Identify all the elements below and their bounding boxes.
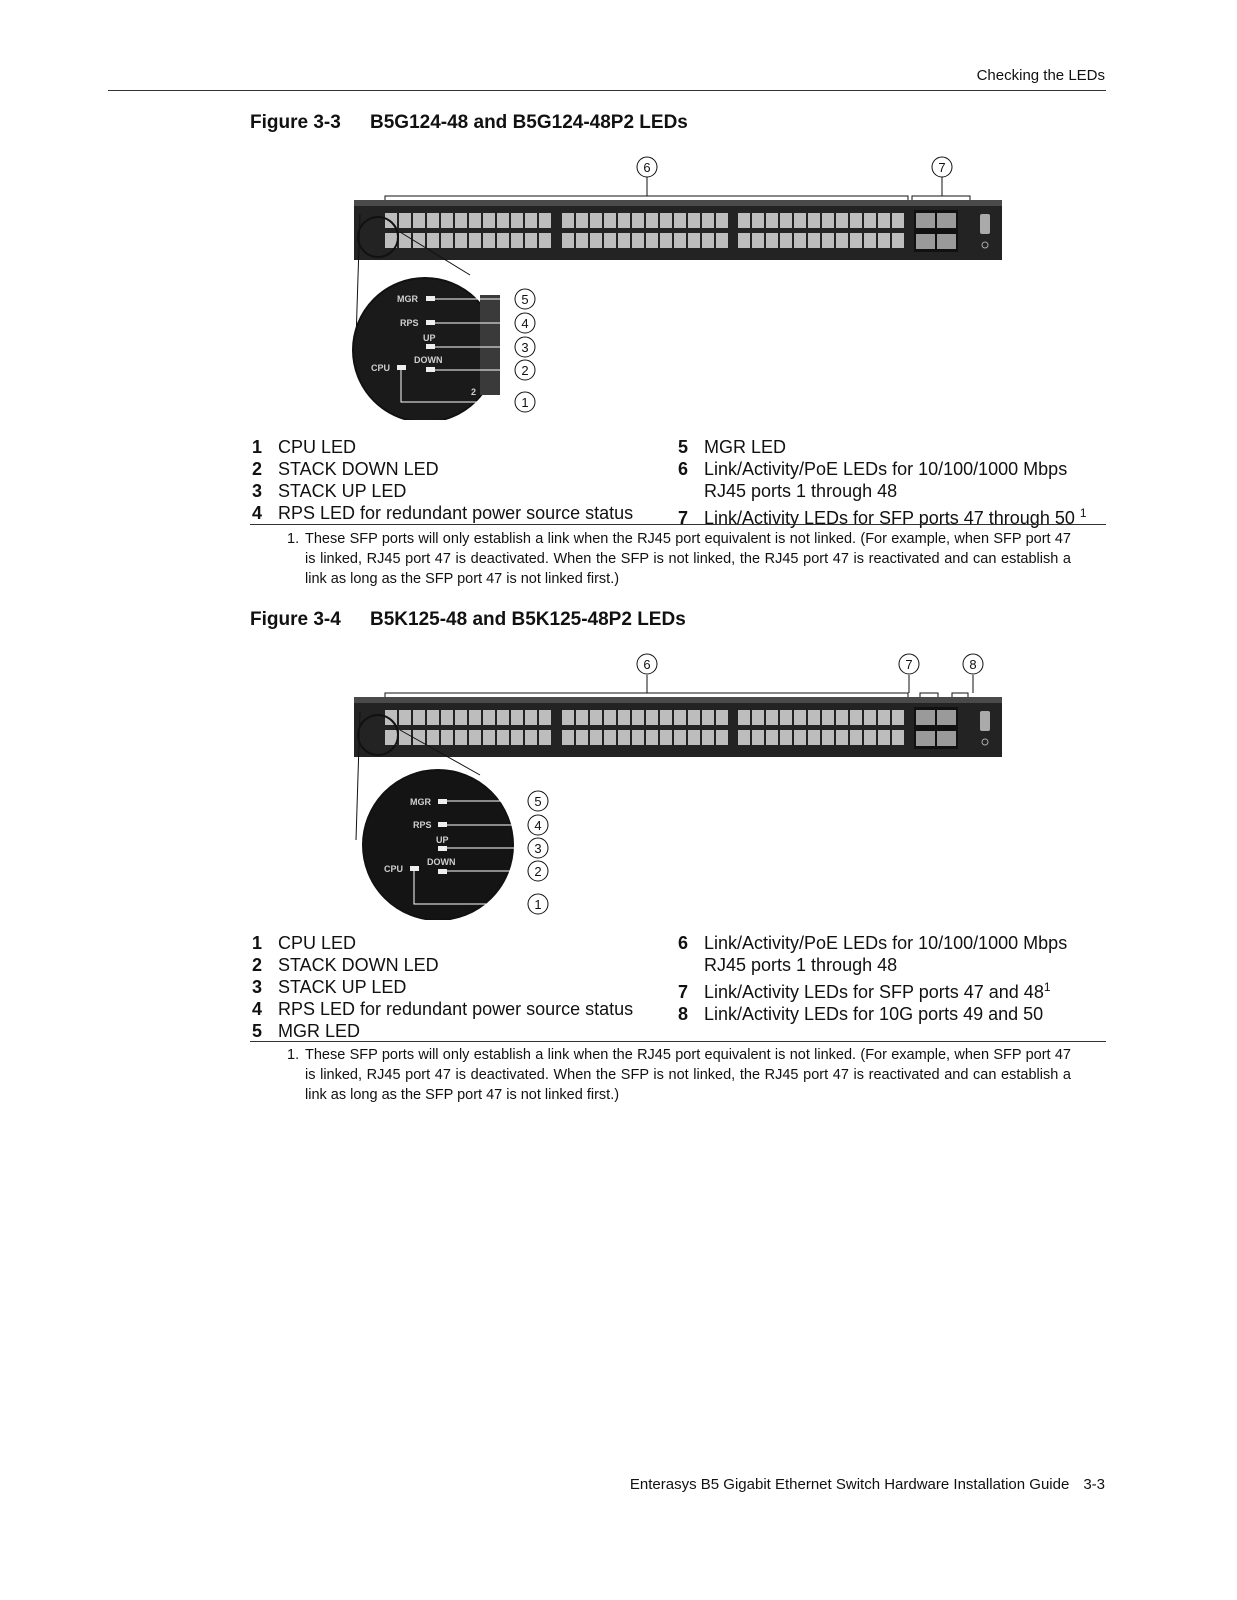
rj45-port-icon	[738, 233, 750, 248]
rj45-port-icon	[738, 730, 750, 745]
legend-item: 3 STACK UP LED	[252, 977, 407, 997]
rj45-port-icon	[794, 213, 806, 228]
callout-6	[637, 157, 657, 177]
rj45-port-icon	[702, 710, 714, 725]
rj45-port-icon	[752, 710, 764, 725]
callout-1	[528, 894, 548, 914]
rj45-port-icon	[738, 213, 750, 228]
callout-8	[963, 654, 983, 674]
rj45-port-icon	[646, 710, 658, 725]
callout-4	[515, 313, 535, 333]
rj45-port-icon	[850, 213, 862, 228]
callout-1	[515, 392, 535, 412]
rj45-port-icon	[892, 710, 904, 725]
rj45-port-icon	[427, 730, 439, 745]
rj45-port-icon	[483, 233, 495, 248]
rj45-port-icon	[646, 213, 658, 228]
figure-3-3-title	[250, 112, 688, 134]
rj45-port-icon	[780, 213, 792, 228]
rj45-port-icon	[808, 730, 820, 745]
rj45-port-icon	[511, 730, 523, 745]
legend-item: 1 CPU LED	[252, 437, 357, 457]
rj45-port-icon	[688, 233, 700, 248]
svg-text:2: 2	[521, 363, 529, 378]
rj45-port-icon	[794, 233, 806, 248]
rj45-port-icon	[836, 213, 848, 228]
rj45-port-icon	[455, 213, 467, 228]
figure-3-4-legend-left	[252, 932, 633, 1042]
svg-text:7: 7	[938, 160, 946, 175]
footnote-ref: 1	[1043, 980, 1051, 994]
rj45-port-icon	[497, 710, 509, 725]
rj45-port-icon	[562, 730, 574, 745]
legend-item: 7 Link/Activity LEDs for SFP ports 47 and $48^1$	[678, 980, 1051, 1002]
rj45-port-icon	[427, 233, 439, 248]
rj45-port-icon	[674, 730, 686, 745]
rj45-port-icon	[469, 213, 481, 228]
rj45-port-icon	[766, 710, 778, 725]
rj45-port-icon	[469, 710, 481, 725]
rj45-port-icon	[469, 730, 481, 745]
legend-rule	[250, 1041, 1106, 1042]
zoom-label-mgr: MGR	[397, 294, 418, 304]
rj45-port-icon	[794, 730, 806, 745]
figure-3-3-diagram	[340, 150, 1020, 420]
rj45-port-icon	[590, 710, 602, 725]
zoom-label-mgr: MGR	[410, 797, 431, 807]
zoom-label-cpu: CPU	[384, 864, 404, 874]
rj45-port-icon	[702, 730, 714, 745]
rj45-port-icon	[562, 710, 574, 725]
running-footer	[630, 1476, 1105, 1493]
rj45-port-icon	[399, 213, 411, 228]
svg-text:1: 1	[534, 897, 542, 912]
rj45-port-icon	[427, 213, 439, 228]
zoom-stack-number: 2	[471, 387, 477, 397]
callout-3	[528, 838, 548, 858]
legend-item: 2 STACK DOWN LED	[252, 955, 439, 975]
rj45-port-icon	[878, 730, 890, 745]
rj45-port-icon	[455, 730, 467, 745]
callout-2	[515, 360, 535, 380]
rj45-port-icon	[822, 730, 834, 745]
rj45-port-icon	[483, 213, 495, 228]
rj45-port-icon	[878, 710, 890, 725]
figure-3-4-legend-right	[678, 932, 1067, 1025]
page-number: 3-3	[1083, 1476, 1105, 1493]
switch-front-panel-icon	[354, 200, 1002, 260]
rj45-port-icon	[604, 730, 616, 745]
rj45-port-icon	[822, 710, 834, 725]
rj45-port-icon	[525, 233, 537, 248]
zoom-magnifier-icon	[363, 770, 513, 920]
rj45-port-icon	[702, 233, 714, 248]
rj45-port-icon	[385, 730, 397, 745]
svg-text:3: 3	[521, 340, 529, 355]
rj45-port-icon	[497, 213, 509, 228]
figure-number: Figure 3-4	[250, 609, 341, 630]
rj45-port-icon	[576, 233, 588, 248]
rj45-port-icon	[399, 710, 411, 725]
rj45-port-icon	[511, 710, 523, 725]
zoom-label-cpu: CPU	[371, 363, 391, 373]
rj45-port-icon	[716, 233, 728, 248]
rj45-port-icon	[864, 710, 876, 725]
figure-caption: B5G124-48 and B5G124-48P2 LEDs	[370, 112, 688, 133]
legend-item: 1 CPU LED	[252, 933, 357, 953]
rj45-port-icon	[483, 730, 495, 745]
rj45-port-icon	[441, 213, 453, 228]
rj45-port-icon	[590, 730, 602, 745]
rj45-port-icon	[646, 730, 658, 745]
rj45-port-icon	[850, 233, 862, 248]
figure-3-3-legend-right	[678, 436, 1087, 529]
zoom-label-rps: RPS	[400, 318, 419, 328]
rj45-port-icon	[674, 213, 686, 228]
rj45-port-icon	[660, 730, 672, 745]
rj45-port-icon	[716, 213, 728, 228]
rj45-port-icon	[604, 710, 616, 725]
rj45-port-icon	[497, 730, 509, 745]
switch-front-panel-icon	[354, 697, 1002, 757]
header-rule	[108, 90, 1106, 91]
rj45-port-icon	[780, 730, 792, 745]
rj45-port-icon	[780, 710, 792, 725]
rj45-port-icon	[780, 233, 792, 248]
rj45-port-icon	[525, 730, 537, 745]
rj45-port-icon	[766, 233, 778, 248]
figure-3-3-footnote: 1. These SFP ports will only establish a link when the RJ45 port equivalent is not linked. (For example, when SFP port 47 is linked, RJ45 port 47 is deactivated. When the SFP is not linked, the RJ45 port 47 is reactivated and can establish a link as long as the SFP port 47 is not linked first.)	[287, 531, 1071, 587]
rj45-port-icon	[590, 233, 602, 248]
rj45-port-icon	[525, 213, 537, 228]
rj45-port-icon	[539, 730, 551, 745]
rj45-port-icon	[808, 233, 820, 248]
rj45-port-icon	[752, 213, 764, 228]
rj45-port-icon	[660, 213, 672, 228]
rj45-port-icon	[413, 710, 425, 725]
running-header: Checking the LEDs	[976, 67, 1105, 84]
legend-item: 4 RPS LED for redundant power source status	[252, 503, 634, 523]
svg-text:5: 5	[534, 794, 542, 809]
rj45-port-icon	[576, 213, 588, 228]
rj45-port-icon	[660, 233, 672, 248]
rj45-port-icon	[892, 213, 904, 228]
callout-7	[899, 654, 919, 674]
legend-item: 6 Link/Activity/PoE LEDs for 10/100/1000 Mbps	[678, 459, 1068, 479]
legend-item: 5 MGR LED	[252, 1021, 361, 1041]
legend-item: 5 MGR LED	[678, 437, 787, 457]
svg-text:6: 6	[643, 657, 651, 672]
rj45-port-icon	[688, 710, 700, 725]
callout-2	[528, 861, 548, 881]
rj45-port-icon	[539, 233, 551, 248]
rj45-port-icon	[427, 710, 439, 725]
rj45-port-icon	[688, 730, 700, 745]
legend-item: 7 Link/Activity LEDs for SFP ports 47 through 50 $^1$	[678, 506, 1087, 528]
rj45-port-icon	[455, 233, 467, 248]
callout-5	[515, 289, 535, 309]
rj45-port-icon	[562, 213, 574, 228]
rj45-port-icon	[469, 233, 481, 248]
legend-item-continuation: RJ45 ports 1 through 48	[704, 481, 898, 501]
svg-text:8: 8	[969, 657, 977, 672]
rj45-port-icon	[808, 710, 820, 725]
rj45-port-icon	[562, 233, 574, 248]
figure-number: Figure 3-3	[250, 112, 341, 133]
rj45-port-icon	[878, 233, 890, 248]
rj45-port-icon	[808, 213, 820, 228]
rj45-port-icon	[497, 233, 509, 248]
rj45-port-icon	[836, 233, 848, 248]
svg-text:2: 2	[534, 864, 542, 879]
zoom-label-down: DOWN	[427, 857, 456, 867]
zoom-label-up: UP	[423, 333, 436, 343]
rj45-port-icon	[674, 233, 686, 248]
rj45-port-icon	[511, 213, 523, 228]
rj45-port-icon	[590, 213, 602, 228]
legend-item: 2 STACK DOWN LED	[252, 459, 439, 479]
callout-6	[637, 654, 657, 674]
svg-text:7: 7	[905, 657, 913, 672]
rj45-port-icon	[455, 710, 467, 725]
rj45-port-icon	[604, 213, 616, 228]
rj45-port-icon	[632, 710, 644, 725]
svg-text:4: 4	[521, 316, 529, 331]
callout-5	[528, 791, 548, 811]
rj45-port-icon	[892, 233, 904, 248]
rj45-port-icon	[660, 710, 672, 725]
rj45-port-icon	[604, 233, 616, 248]
rj45-port-icon	[646, 233, 658, 248]
rj45-port-icon	[576, 710, 588, 725]
footer-title: Enterasys B5 Gigabit Ethernet Switch Hardware Installation Guide	[629, 1476, 1070, 1493]
rj45-port-icon	[766, 730, 778, 745]
rj45-port-icon	[836, 710, 848, 725]
rj45-port-icon	[688, 213, 700, 228]
rj45-port-icon	[864, 233, 876, 248]
rj45-port-icon	[511, 233, 523, 248]
svg-text:3: 3	[534, 841, 542, 856]
svg-text:5: 5	[521, 292, 529, 307]
rj45-port-icon	[752, 730, 764, 745]
rj45-port-icon	[618, 213, 630, 228]
rj45-port-icon	[483, 710, 495, 725]
rj45-port-icon	[539, 213, 551, 228]
callout-3	[515, 337, 535, 357]
callout-7	[932, 157, 952, 177]
legend-item: 3 STACK UP LED	[252, 481, 407, 501]
svg-text:1: 1	[521, 395, 529, 410]
rj45-port-icon	[850, 730, 862, 745]
figure-3-4-footnote: 1. These SFP ports will only establish a link when the RJ45 port equivalent is not linked. (For example, when SFP port 47 is linked, RJ45 port 47 is deactivated. When the SFP is not linked, the RJ45 port 47 is reactivated and can establish a link as long as the SFP port 47 is not linked first.)	[287, 1047, 1071, 1103]
rj45-port-icon	[766, 213, 778, 228]
legend-rule	[250, 524, 1106, 525]
rj45-port-icon	[674, 710, 686, 725]
legend-item: 8 Link/Activity LEDs for 10G ports 49 and 50	[678, 1004, 1044, 1024]
rj45-port-icon	[539, 710, 551, 725]
rj45-port-icon	[716, 730, 728, 745]
rj45-port-icon	[632, 233, 644, 248]
svg-text:4: 4	[534, 818, 542, 833]
rj45-port-icon	[822, 213, 834, 228]
rj45-port-icon	[892, 730, 904, 745]
legend-item-continuation: RJ45 ports 1 through 48	[704, 955, 898, 975]
figure-3-4-title	[250, 609, 686, 631]
figure-3-4-diagram	[340, 650, 1020, 920]
legend-item: 4 RPS LED for redundant power source status	[252, 999, 634, 1019]
rj45-port-icon	[702, 213, 714, 228]
legend-item: 6 Link/Activity/PoE LEDs for 10/100/1000 Mbps	[678, 933, 1068, 953]
figure-3-3-legend-left	[252, 436, 633, 524]
zoom-label-down: DOWN	[414, 355, 443, 365]
rj45-port-icon	[576, 730, 588, 745]
zoom-label-rps: RPS	[413, 820, 432, 830]
rj45-port-icon	[632, 213, 644, 228]
rj45-port-icon	[836, 730, 848, 745]
rj45-port-icon	[525, 710, 537, 725]
rj45-port-icon	[413, 213, 425, 228]
rj45-port-icon	[794, 710, 806, 725]
rj45-port-icon	[864, 213, 876, 228]
figure-caption: B5K125-48 and B5K125-48P2 LEDs	[370, 609, 686, 630]
rj45-port-icon	[864, 730, 876, 745]
rj45-port-icon	[441, 730, 453, 745]
rj45-port-icon	[850, 710, 862, 725]
rj45-port-icon	[441, 233, 453, 248]
rj45-port-icon	[441, 710, 453, 725]
rj45-port-icon	[618, 710, 630, 725]
callout-4	[528, 815, 548, 835]
rj45-port-icon	[878, 213, 890, 228]
rj45-port-icon	[738, 710, 750, 725]
zoom-label-up: UP	[436, 835, 449, 845]
footnote-ref: 1	[1079, 506, 1087, 520]
rj45-port-icon	[752, 233, 764, 248]
rj45-port-icon	[618, 233, 630, 248]
rj45-port-icon	[632, 730, 644, 745]
rj45-port-icon	[822, 233, 834, 248]
svg-text:6: 6	[643, 160, 651, 175]
rj45-port-icon	[716, 710, 728, 725]
rj45-port-icon	[618, 730, 630, 745]
